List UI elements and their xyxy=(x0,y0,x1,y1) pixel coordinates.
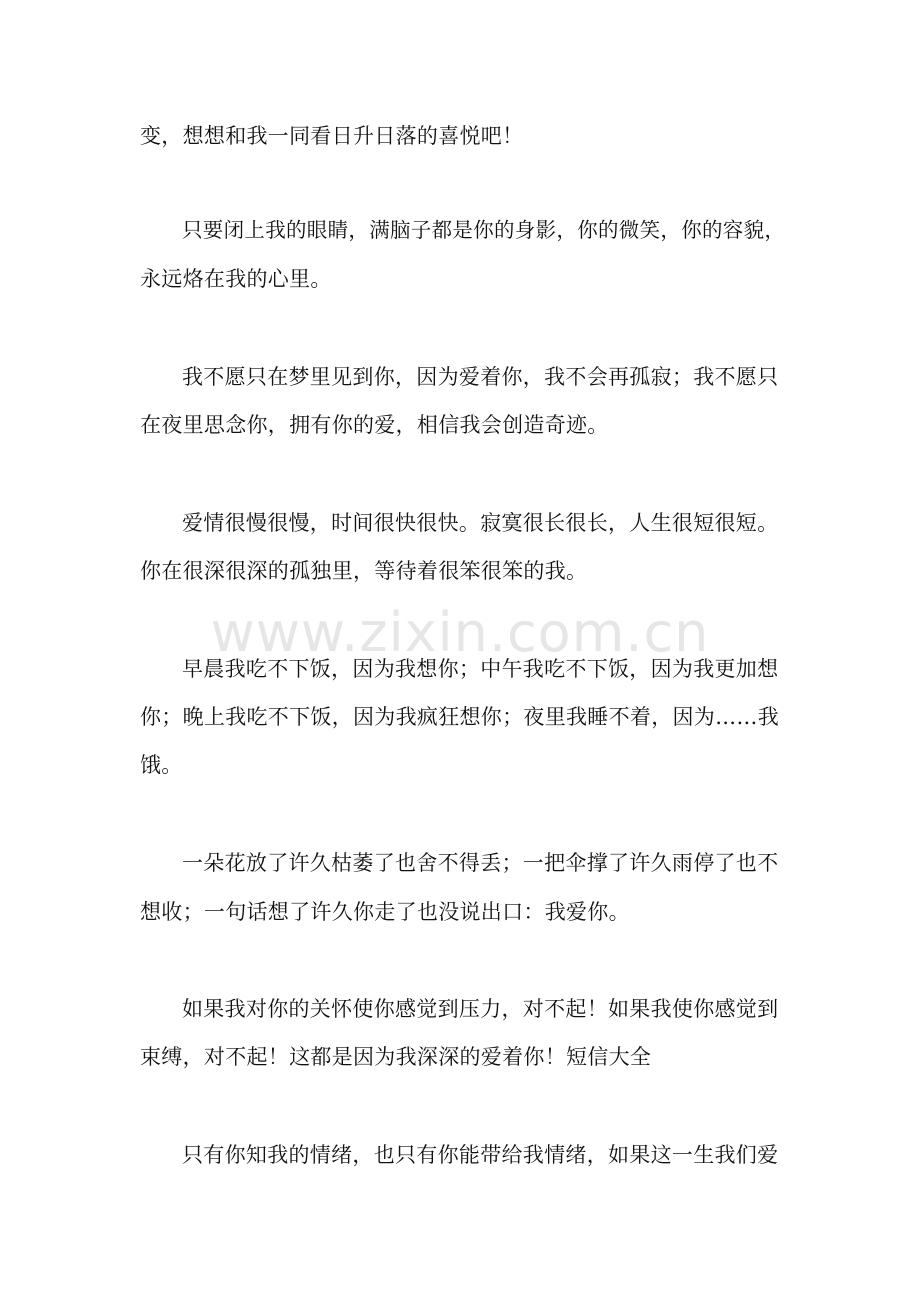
paragraph-line: 你；晚上我吃不下饭，因为我疯狂想你；夜里我睡不着，因为……我 xyxy=(140,705,779,729)
watermark: www.zixin.com.cn xyxy=(210,601,710,664)
paragraph-line: 变，想想和我一同看日升日落的喜悦吧！ xyxy=(140,124,524,148)
paragraph-line: 我不愿只在梦里见到你，因为爱着你，我不会再孤寂；我不愿只 xyxy=(182,365,779,389)
paragraph-line: 如果我对你的关怀使你感觉到压力，对不起！如果我使你感觉到 xyxy=(182,997,779,1021)
paragraph-line: 在夜里思念你，拥有你的爱，相信我会创造奇迹。 xyxy=(140,413,609,437)
paragraph-line: 爱情很慢很慢，时间很快很快。寂寞很长很长，人生很短很短。 xyxy=(182,511,779,535)
paragraph-line: 想收；一句话想了许久你走了也没说出口：我爱你。 xyxy=(140,900,630,924)
paragraph-line: 一朵花放了许久枯萎了也舍不得丢；一把伞撑了许久雨停了也不 xyxy=(182,851,779,875)
paragraph-line: 只有你知我的情绪，也只有你能带给我情绪，如果这一生我们爱 xyxy=(182,1143,779,1167)
paragraph-line: 早晨我吃不下饭，因为我想你；中午我吃不下饭，因为我更加想 xyxy=(182,657,779,681)
paragraph-line: 你在很深很深的孤独里，等待着很笨很笨的我。 xyxy=(140,559,588,583)
paragraph-line: 永远烙在我的心里。 xyxy=(140,267,332,291)
paragraph-line: 饿。 xyxy=(140,753,183,777)
paragraph-line: 只要闭上我的眼睛，满脑子都是你的身影，你的微笑，你的容貌， xyxy=(182,218,786,242)
paragraph-line: 束缚，对不起！这都是因为我深深的爱着你！短信大全 xyxy=(140,1045,652,1069)
